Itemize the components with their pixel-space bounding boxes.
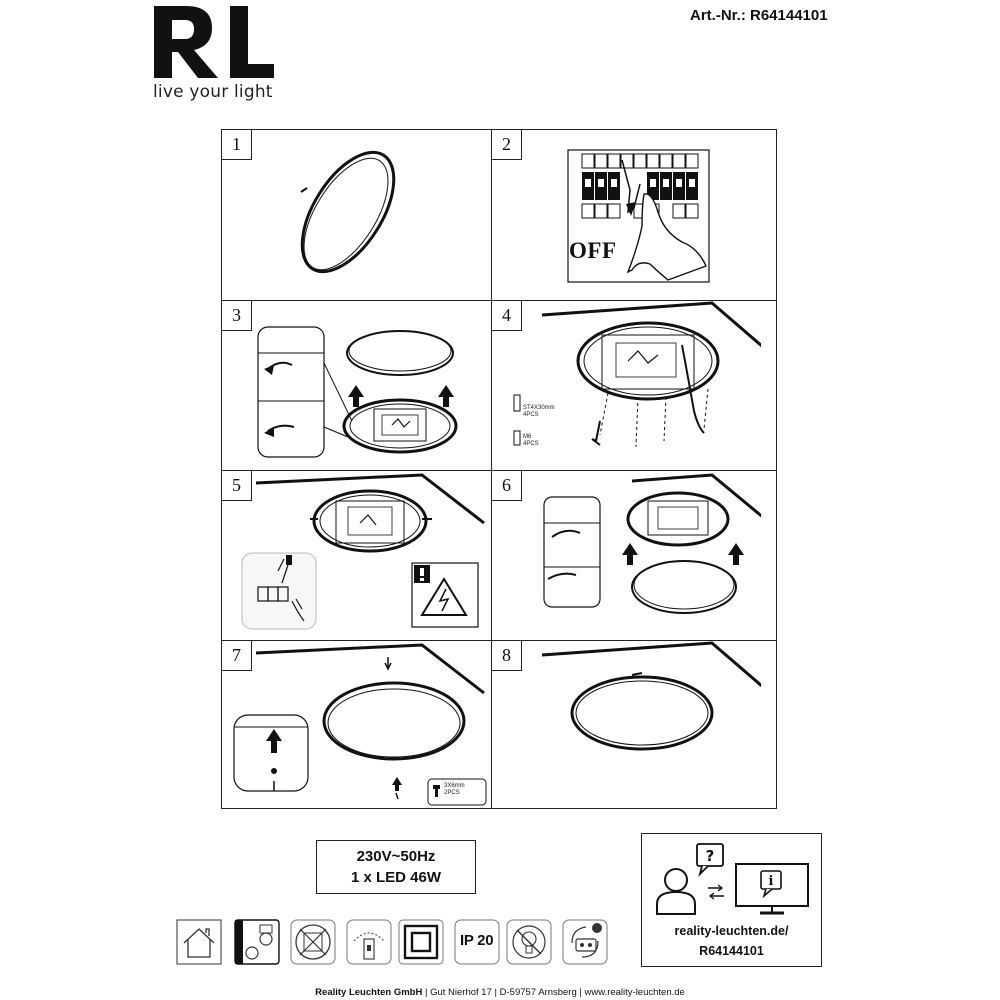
voltage-spec: 230V~50Hz	[356, 848, 436, 865]
recycling-icon	[562, 919, 608, 965]
article-number: Art.-Nr.: R64144101	[690, 7, 828, 24]
screw-spec: 3X6mm	[444, 783, 465, 789]
monitor-info-icon	[736, 864, 808, 913]
lamp-illustration	[222, 130, 491, 300]
step-number: 3	[222, 301, 252, 331]
screw-qty-2: 4PCS	[523, 441, 539, 447]
no-dimmable-icon	[506, 919, 552, 965]
step-3-panel	[222, 301, 491, 471]
wiring-illustration	[222, 471, 491, 641]
electrical-specs	[316, 840, 476, 894]
info-code: R64144101	[699, 944, 764, 958]
svg-text:?: ?	[705, 847, 715, 865]
step-number: 5	[222, 471, 252, 501]
screw-spec-2: M6	[523, 434, 532, 440]
symbol-row	[176, 919, 612, 969]
step-5-panel	[222, 471, 491, 641]
step-number: 6	[492, 471, 522, 501]
step-1-panel	[222, 130, 491, 300]
info-box	[641, 833, 822, 967]
off-label: OFF	[569, 238, 617, 263]
footer: Reality Leuchten GmbH | Gut Nierhof 17 | D-59757 Arnsberg | www.reality-leuchten.de	[315, 987, 685, 998]
question-icon	[697, 844, 723, 874]
brand-tagline: live your light	[153, 82, 273, 102]
footer-city: D-59757 Arnsberg	[499, 987, 577, 998]
indoor-use-icon	[176, 919, 222, 965]
ceiling-mount-icon	[234, 919, 280, 965]
screw-qty-1: 4PCS	[523, 412, 539, 418]
screw-spec-1: ST4X30mm	[523, 405, 555, 411]
screw-qty: 2PCS	[444, 790, 460, 796]
footer-website[interactable]: www.reality-leuchten.de	[584, 987, 685, 998]
info-url: reality-leuchten.de/	[674, 924, 789, 938]
step-4-panel	[492, 301, 761, 471]
exchange-arrows-icon	[708, 885, 724, 899]
dimmer-icon	[346, 919, 392, 965]
step-number: 1	[222, 130, 252, 160]
no-direct-view-icon	[290, 919, 336, 965]
svg-text:i: i	[768, 874, 774, 889]
remove-cover-illustration	[222, 301, 491, 471]
step-number: 4	[492, 301, 522, 331]
footer-company: Reality Leuchten GmbH	[315, 987, 423, 998]
ip-rating-label: IP 20	[460, 932, 494, 949]
attach-cover-illustration	[492, 471, 761, 641]
step-6-panel	[492, 471, 761, 641]
instruction-grid	[221, 129, 777, 809]
step-2-panel	[492, 130, 761, 300]
fuse-box-illustration	[492, 130, 761, 300]
finished-lamp-illustration	[492, 641, 761, 811]
step-number: 7	[222, 641, 252, 671]
lamp-spec: 1 x LED 46W	[350, 869, 442, 886]
person-icon	[657, 869, 695, 914]
protection-class-ii-icon	[398, 919, 444, 965]
step-number: 2	[492, 130, 522, 160]
step-7-panel	[222, 641, 491, 811]
step-8-panel	[492, 641, 761, 811]
footer-address: Gut Nierhof 17	[430, 987, 492, 998]
ip-rating-icon	[454, 919, 500, 965]
step-number: 8	[492, 641, 522, 671]
